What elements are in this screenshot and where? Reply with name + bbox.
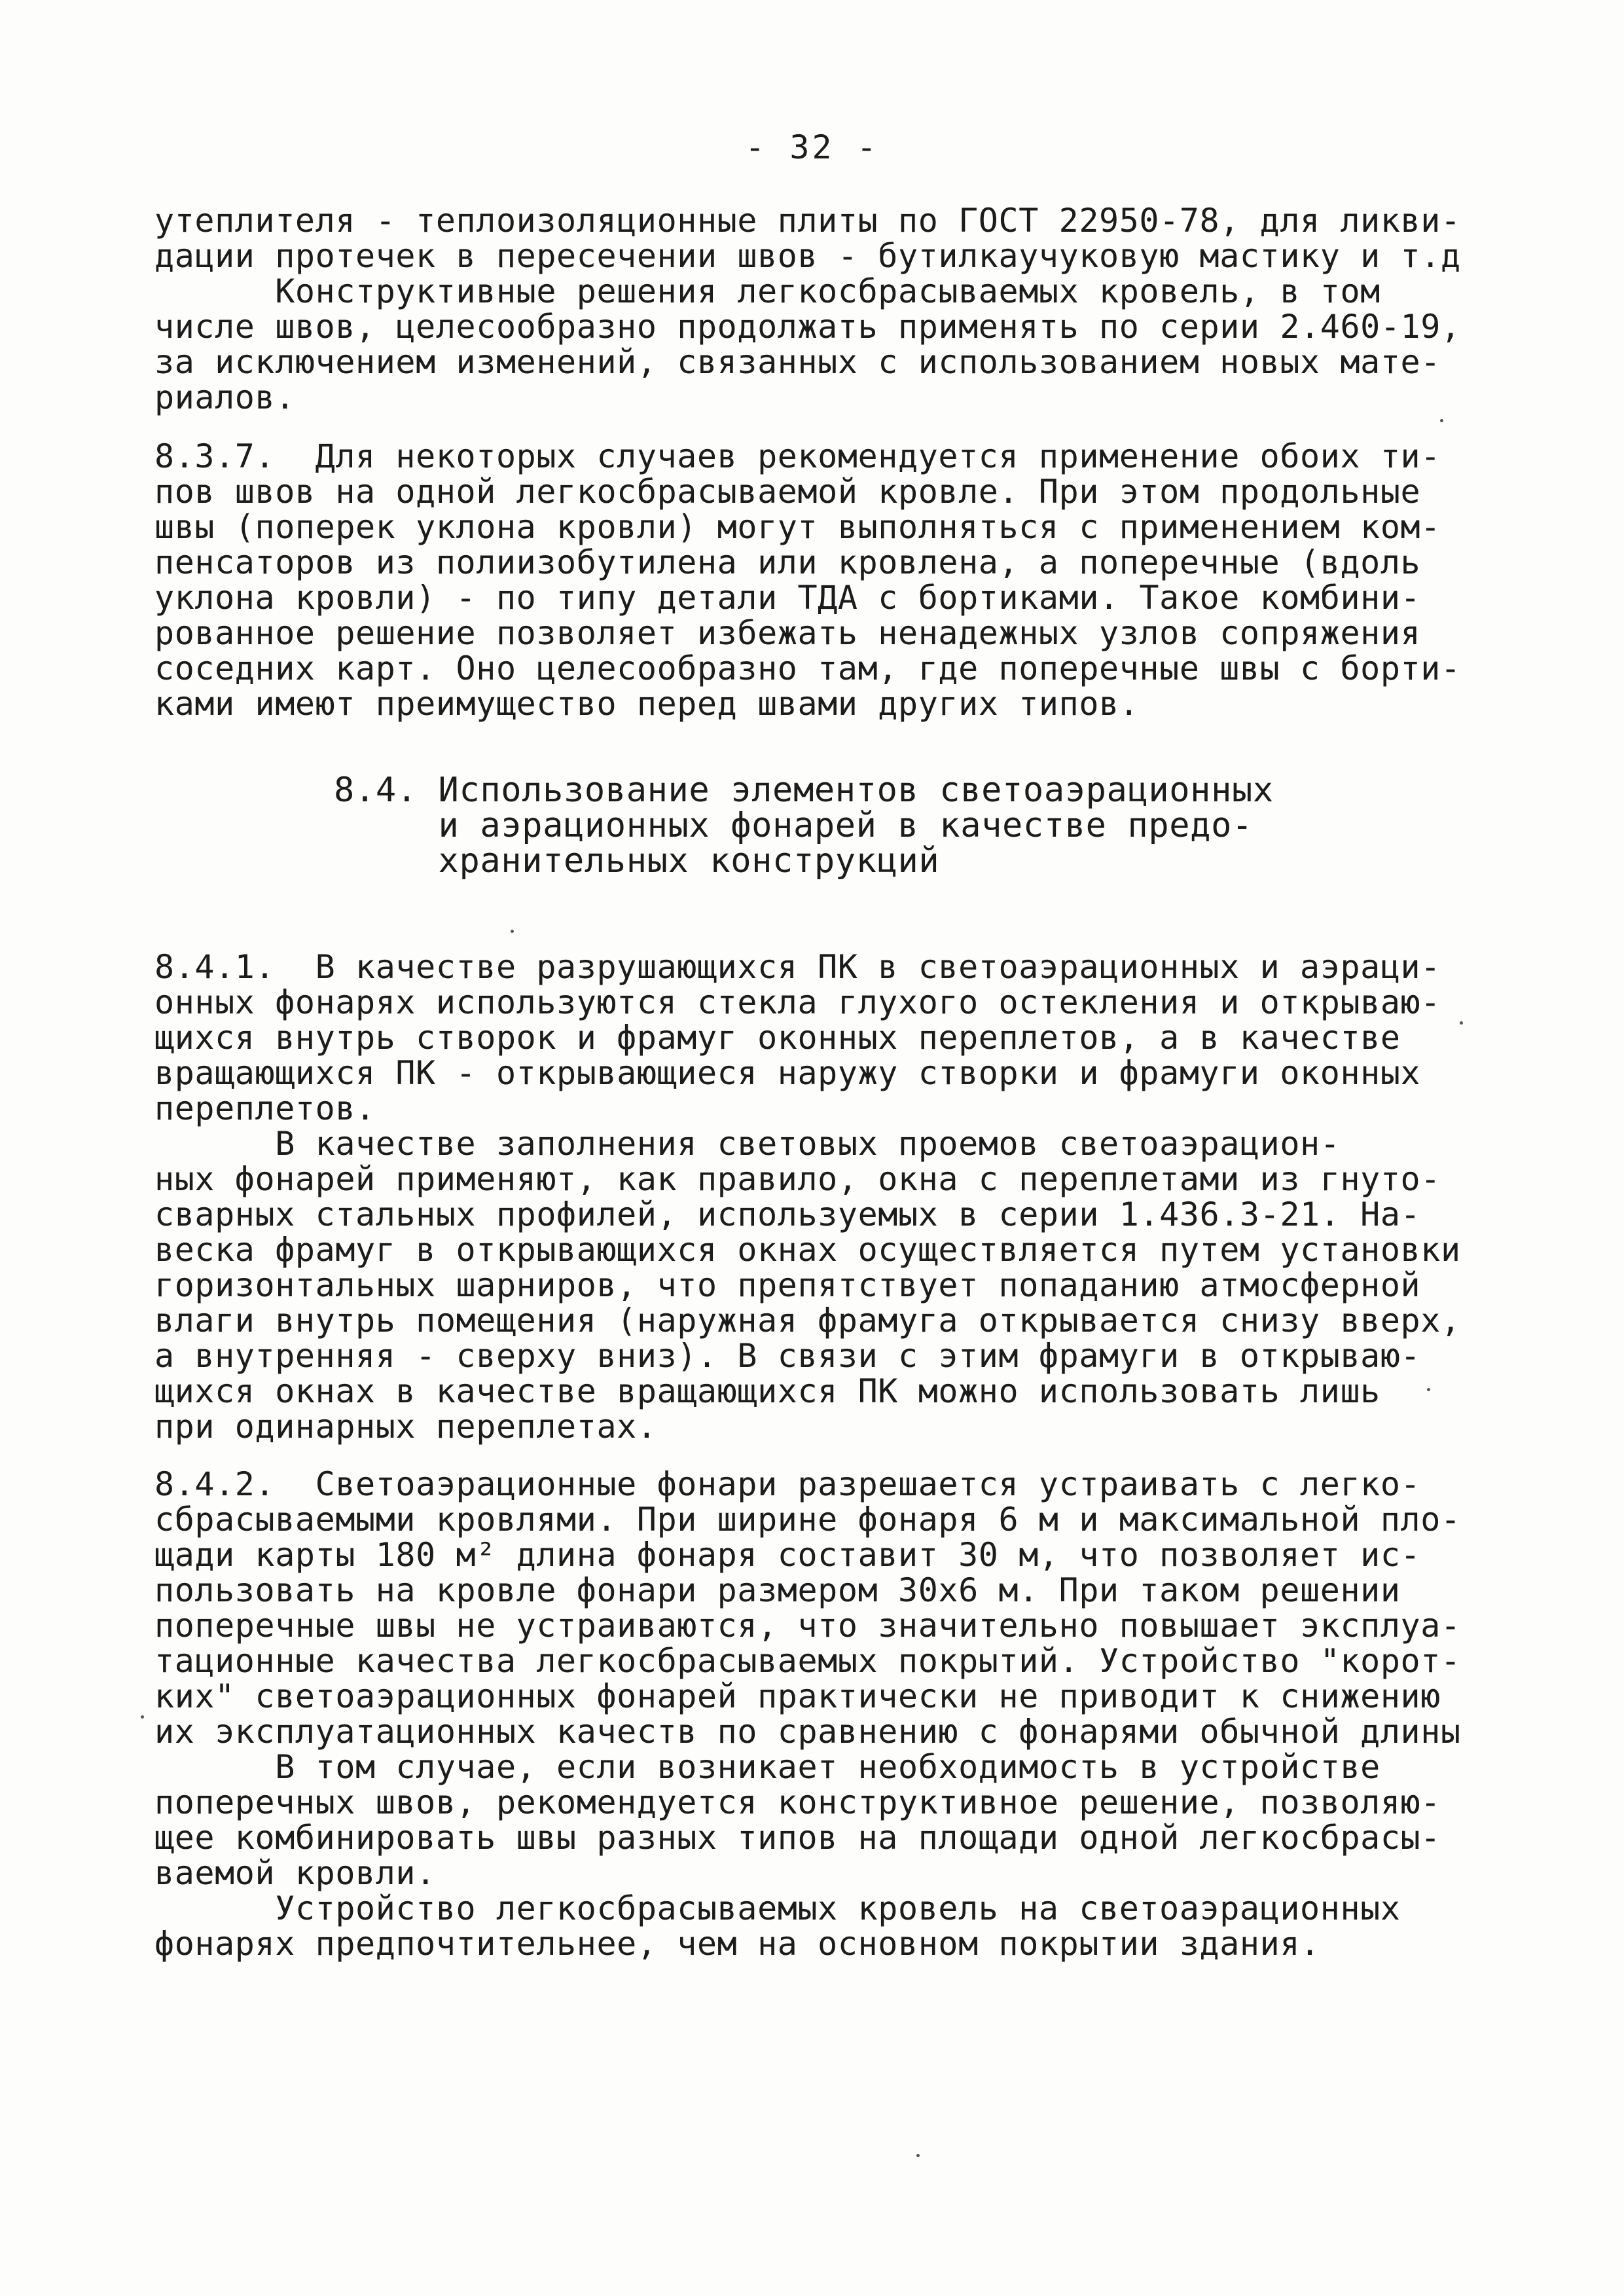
text-line: влаги внутрь помещения (наружная фрамуга открывается снизу вверх,	[154, 1302, 1461, 1339]
page-number: - 32 -	[745, 128, 879, 166]
text-line: за исключением изменений, связанных с использованием новых мате-	[154, 343, 1441, 381]
text-line: швы (поперек уклона кровли) могут выполняться с применением ком-	[154, 508, 1441, 546]
text-line: тационные качества легкосбрасываемых покрытий. Устройство "корот-	[154, 1642, 1461, 1680]
text-line: 8.3.7. Для некоторых случаев рекомендуется применение обоих ти-	[154, 437, 1441, 475]
text-line: пенсаторов из полиизобутилена или кровлена, а поперечные (вдоль	[154, 543, 1421, 581]
text-line: ваемой кровли.	[154, 1854, 436, 1892]
text-line: их эксплуатационных качеств по сравнению с фонарями обычной длины	[154, 1713, 1461, 1751]
text-line: рованное решение позволяет избежать ненадежных узлов сопряжения	[154, 614, 1421, 652]
text-line: вращающихся ПК - открывающиеся наружу створки и фрамуги оконных	[154, 1054, 1421, 1092]
scan-speck	[141, 1715, 144, 1719]
text-line: сбрасываемыми кровлями. При ширине фонаря 6 м и максимальной пло-	[154, 1501, 1461, 1539]
text-line: ных фонарей применяют, как правило, окна с переплетами из гнуто-	[154, 1160, 1441, 1198]
text-line: фонарях предпочтительнее, чем на основном покрытии здания.	[154, 1925, 1320, 1963]
text-line: горизонтальных шарниров, что препятствует попаданию атмосферной	[154, 1266, 1421, 1304]
text-line: поперечных швов, рекомендуется конструктивное решение, позволяю-	[154, 1783, 1441, 1821]
text-line: переплетов.	[154, 1089, 376, 1127]
text-line: В качестве заполнения световых проемов светоаэрацион-	[154, 1125, 1341, 1163]
text-line: 8.4.1. В качестве разрушающихся ПК в светоаэрационных и аэраци-	[154, 948, 1441, 986]
text-line: Устройство легкосбрасываемых кровель на светоаэрационных	[154, 1889, 1401, 1927]
text-line: щее комбинировать швы разных типов на площади одной легкосбрасы-	[154, 1819, 1441, 1857]
text-line: 8.4.2. Светоаэрационные фонари разрешается устраивать с легко-	[154, 1465, 1421, 1503]
text-line: В том случае, если возникает необходимость в устройстве	[154, 1748, 1380, 1786]
text-line: пользовать на кровле фонари размером 30х6 м. При таком решении	[154, 1571, 1401, 1609]
text-line: поперечные швы не устраиваются, что значительно повышает эксплуа-	[154, 1607, 1461, 1645]
text-line: щихся окнах в качестве вращающихся ПК можно использовать лишь	[154, 1372, 1380, 1410]
text-line: а внутренняя - сверху вниз). В связи с этим фрамуги в открываю-	[154, 1337, 1421, 1375]
text-line: пов швов на одной легкосбрасываемой кровле. При этом продольные	[154, 473, 1421, 511]
text-line: риалов.	[154, 378, 295, 416]
scan-speck	[511, 930, 514, 933]
text-line: ких" светоаэрационных фонарей практически не приводит к снижению	[154, 1677, 1441, 1715]
heading-line: 8.4. Использование элементов светоаэрационных	[334, 771, 1274, 810]
text-line: сварных стальных профилей, используемых в серии 1.436.3-21. На-	[154, 1195, 1421, 1233]
heading-line: и аэрационных фонарей в качестве предо-	[334, 806, 1253, 845]
text-line: уклона кровли) - по типу детали ТДА с бортиками. Такое комбини-	[154, 579, 1421, 617]
text-line: соседних карт. Оно целесообразно там, где поперечные швы с борти-	[154, 649, 1461, 687]
text-line: онных фонарях используются стекла глухого остекления и открываю-	[154, 983, 1441, 1021]
text-line: при одинарных переплетах.	[154, 1408, 657, 1446]
text-line: дации протечек в пересечении швов - бутилкаучуковую мастику и т.д	[154, 237, 1461, 275]
text-line: веска фрамуг в открывающихся окнах осуществляется путем установки	[154, 1231, 1461, 1269]
text-line: числе швов, целесообразно продолжать применять по серии 2.460-19,	[154, 308, 1461, 346]
scan-speck	[1440, 419, 1443, 422]
scan-speck	[1427, 1388, 1430, 1391]
text-line: утеплителя - теплоизоляционные плиты по ГОСТ 22950-78, для ликви-	[154, 202, 1461, 240]
scan-speck	[916, 2154, 920, 2157]
text-line: щихся внутрь створок и фрамуг оконных переплетов, а в качестве	[154, 1019, 1401, 1057]
scan-speck	[1460, 1021, 1463, 1025]
text-line: Конструктивные решения легкосбрасываемых кровель, в том	[154, 272, 1380, 310]
text-line: ками имеют преимущество перед швами других типов.	[154, 685, 1140, 723]
heading-line: хранительных конструкций	[334, 841, 940, 881]
text-line: щади карты 180 м² длина фонаря составит 30 м, что позволяет ис-	[154, 1536, 1421, 1574]
